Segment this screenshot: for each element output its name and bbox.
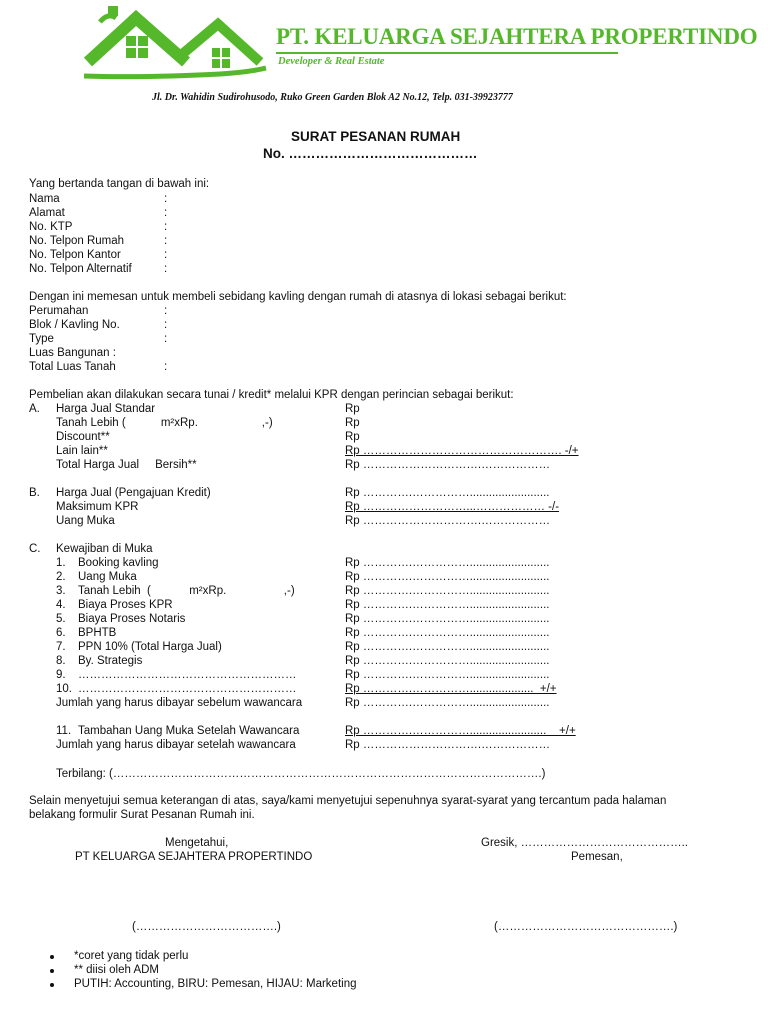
row-value: Rp ……………………………………………. -/+ <box>345 445 579 457</box>
signature-left-company: PT KELUARGA SEJAHTERA PROPERTINDO <box>75 851 313 863</box>
item-label: Biaya Proses KPR <box>78 599 173 611</box>
agreement-line: Selain menyetujui semua keterangan di atas, saya/kami menyetujui sepenuhnya syarat-syarat yang tercantum pada halaman <box>29 795 667 807</box>
section-heading: Kewajiban di Muka <box>56 543 153 555</box>
colon: : <box>164 221 168 233</box>
bullet-icon <box>50 969 54 973</box>
item-label: ………………………………………………… <box>78 683 297 695</box>
agreement-line: belakang formulir Surat Pesanan Rumah ini. <box>29 809 255 821</box>
item-label: Biaya Proses Notaris <box>78 613 186 625</box>
row-value: Rp ………………………….……………… <box>345 459 551 471</box>
row-label: Discount** <box>56 431 110 443</box>
field-label: No. Telpon Alternatif <box>29 263 132 275</box>
signature-left-label: Mengetahui, <box>165 837 229 849</box>
colon: : <box>164 263 168 275</box>
item-value: Rp ………….……………......................... <box>345 627 550 639</box>
note-item: *coret yang tidak perlu <box>74 950 189 962</box>
total-after-label: Jumlah yang harus dibayar setelah wawancara <box>56 739 296 751</box>
section-letter: B. <box>29 487 40 499</box>
header-rule <box>276 52 618 54</box>
item-number: 1. <box>56 557 66 569</box>
section-letter: C. <box>29 543 41 555</box>
item-label: Uang Muka <box>78 571 137 583</box>
signature-left-line: (……………………………….) <box>132 921 281 933</box>
item-value: Rp ………….……………......................... <box>345 599 550 611</box>
item-label: Booking kavling <box>78 557 159 569</box>
item-number: 8. <box>56 655 66 667</box>
item-number: 10. <box>56 683 72 695</box>
page-title: SURAT PESANAN RUMAH <box>291 129 461 144</box>
item-value: Rp ………….……………......................... <box>345 655 550 667</box>
item-label: ………………………………………………… <box>78 669 297 681</box>
field-label: Total Luas Tanah <box>29 361 116 373</box>
company-address: Jl. Dr. Wahidin Sudirohusodo, Ruko Green Garden Blok A2 No.12, Telp. 031-39923777 <box>152 92 513 103</box>
colon: : <box>164 361 168 373</box>
item-label: PPN 10% (Total Harga Jual) <box>78 641 222 653</box>
item-label: Tanah Lebih ( m²xRp. ,-) <box>78 585 295 597</box>
field-label: Nama <box>29 193 60 205</box>
colon: : <box>164 207 168 219</box>
row-value: Rp ………………………...……………… -/- <box>345 501 560 513</box>
item-number: 7. <box>56 641 66 653</box>
row-label: Tanah Lebih ( m²xRp. ,-) <box>56 417 273 429</box>
field-label: Type <box>29 333 54 345</box>
item-value: Rp ………….……………......................... <box>345 613 550 625</box>
total-before-label: Jumlah yang harus dibayar sebelum wawancara <box>56 697 303 709</box>
row-label: Uang Muka <box>56 515 115 527</box>
item-label: BPHTB <box>78 627 117 639</box>
field-label: Perumahan <box>29 305 89 317</box>
item-value: Rp ………….……………........................ +/+ <box>345 725 576 737</box>
item-value: Rp ………….……………......................... <box>345 585 550 597</box>
section-letter: A. <box>29 403 40 415</box>
field-label: Alamat <box>29 207 65 219</box>
colon: : <box>164 193 168 205</box>
item-value: Rp ………….…………….................... +/+ <box>345 683 557 695</box>
colon: : <box>164 249 168 261</box>
note-item: PUTIH: Accounting, BIRU: Pemesan, HIJAU: Marketing <box>74 978 357 990</box>
row-label: Lain lain** <box>56 445 108 457</box>
bullet-icon <box>50 983 54 987</box>
row-label: Harga Jual (Pengajuan Kredit) <box>56 487 211 499</box>
buyer-intro: Yang bertanda tangan di bawah ini: <box>29 178 210 190</box>
total-before-value: Rp ………….……………......................... <box>345 697 550 709</box>
row-value: Rp ………….……………......................... <box>345 487 550 499</box>
item-number: 5. <box>56 613 66 625</box>
item-value: Rp ………….……………......................... <box>345 557 550 569</box>
item-number: 3. <box>56 585 66 597</box>
field-label: Blok / Kavling No. <box>29 319 120 331</box>
field-label: No. KTP <box>29 221 73 233</box>
purchase-intro: Pembelian akan dilakukan secara tunai / kredit* melalui KPR dengan perincian sebagai berikut: <box>29 389 514 401</box>
row-value: Rp <box>345 403 360 415</box>
item-value: Rp ………….……………......................... <box>345 669 550 681</box>
item-number: 11. <box>56 725 72 737</box>
note-item: ** diisi oleh ADM <box>74 964 160 976</box>
company-name: PT. KELUARGA SEJAHTERA PROPERTINDO <box>276 24 758 49</box>
colon: : <box>164 319 168 331</box>
item-number: 2. <box>56 571 66 583</box>
terbilang: Terbilang: (………………………………………………………………………………………………….) <box>56 768 546 780</box>
field-label: No. Telpon Kantor <box>29 249 121 261</box>
item-value: Rp ………….……………......................... <box>345 641 550 653</box>
row-value: Rp <box>345 431 360 443</box>
company-tagline: Developer & Real Estate <box>278 56 385 67</box>
property-intro: Dengan ini memesan untuk membeli sebidang kavling dengan rumah di atasnya di lokasi sebagai berikut: <box>29 291 567 303</box>
signature-right-label: Pemesan, <box>571 851 623 863</box>
house-logo-icon <box>80 2 270 84</box>
signature-right-line: (……………………………………….) <box>494 921 678 933</box>
document-number: No. …………………………………… <box>263 146 478 161</box>
row-label: Maksimum KPR <box>56 501 139 513</box>
bullet-icon <box>50 955 54 959</box>
item-label: By. Strategis <box>78 655 143 667</box>
field-label: No. Telpon Rumah <box>29 235 125 247</box>
total-after-value: Rp ………………………….……………… <box>345 739 551 751</box>
item-value: Rp ………….……………......................... <box>345 571 550 583</box>
item-number: 9. <box>56 669 66 681</box>
signature-place-date: Gresik, …………………………………….. <box>481 837 689 849</box>
item-number: 6. <box>56 627 66 639</box>
colon: : <box>164 235 168 247</box>
field-label: Luas Bangunan : <box>29 347 116 359</box>
colon: : <box>164 333 168 345</box>
colon: : <box>164 305 168 317</box>
row-value: Rp <box>345 417 360 429</box>
row-label: Total Harga Jual Bersih** <box>56 459 197 471</box>
item-number: 4. <box>56 599 66 611</box>
row-label: Harga Jual Standar <box>56 403 156 415</box>
row-value: Rp ………………………….……………… <box>345 515 551 527</box>
item-label: Tambahan Uang Muka Setelah Wawancara <box>78 725 300 737</box>
